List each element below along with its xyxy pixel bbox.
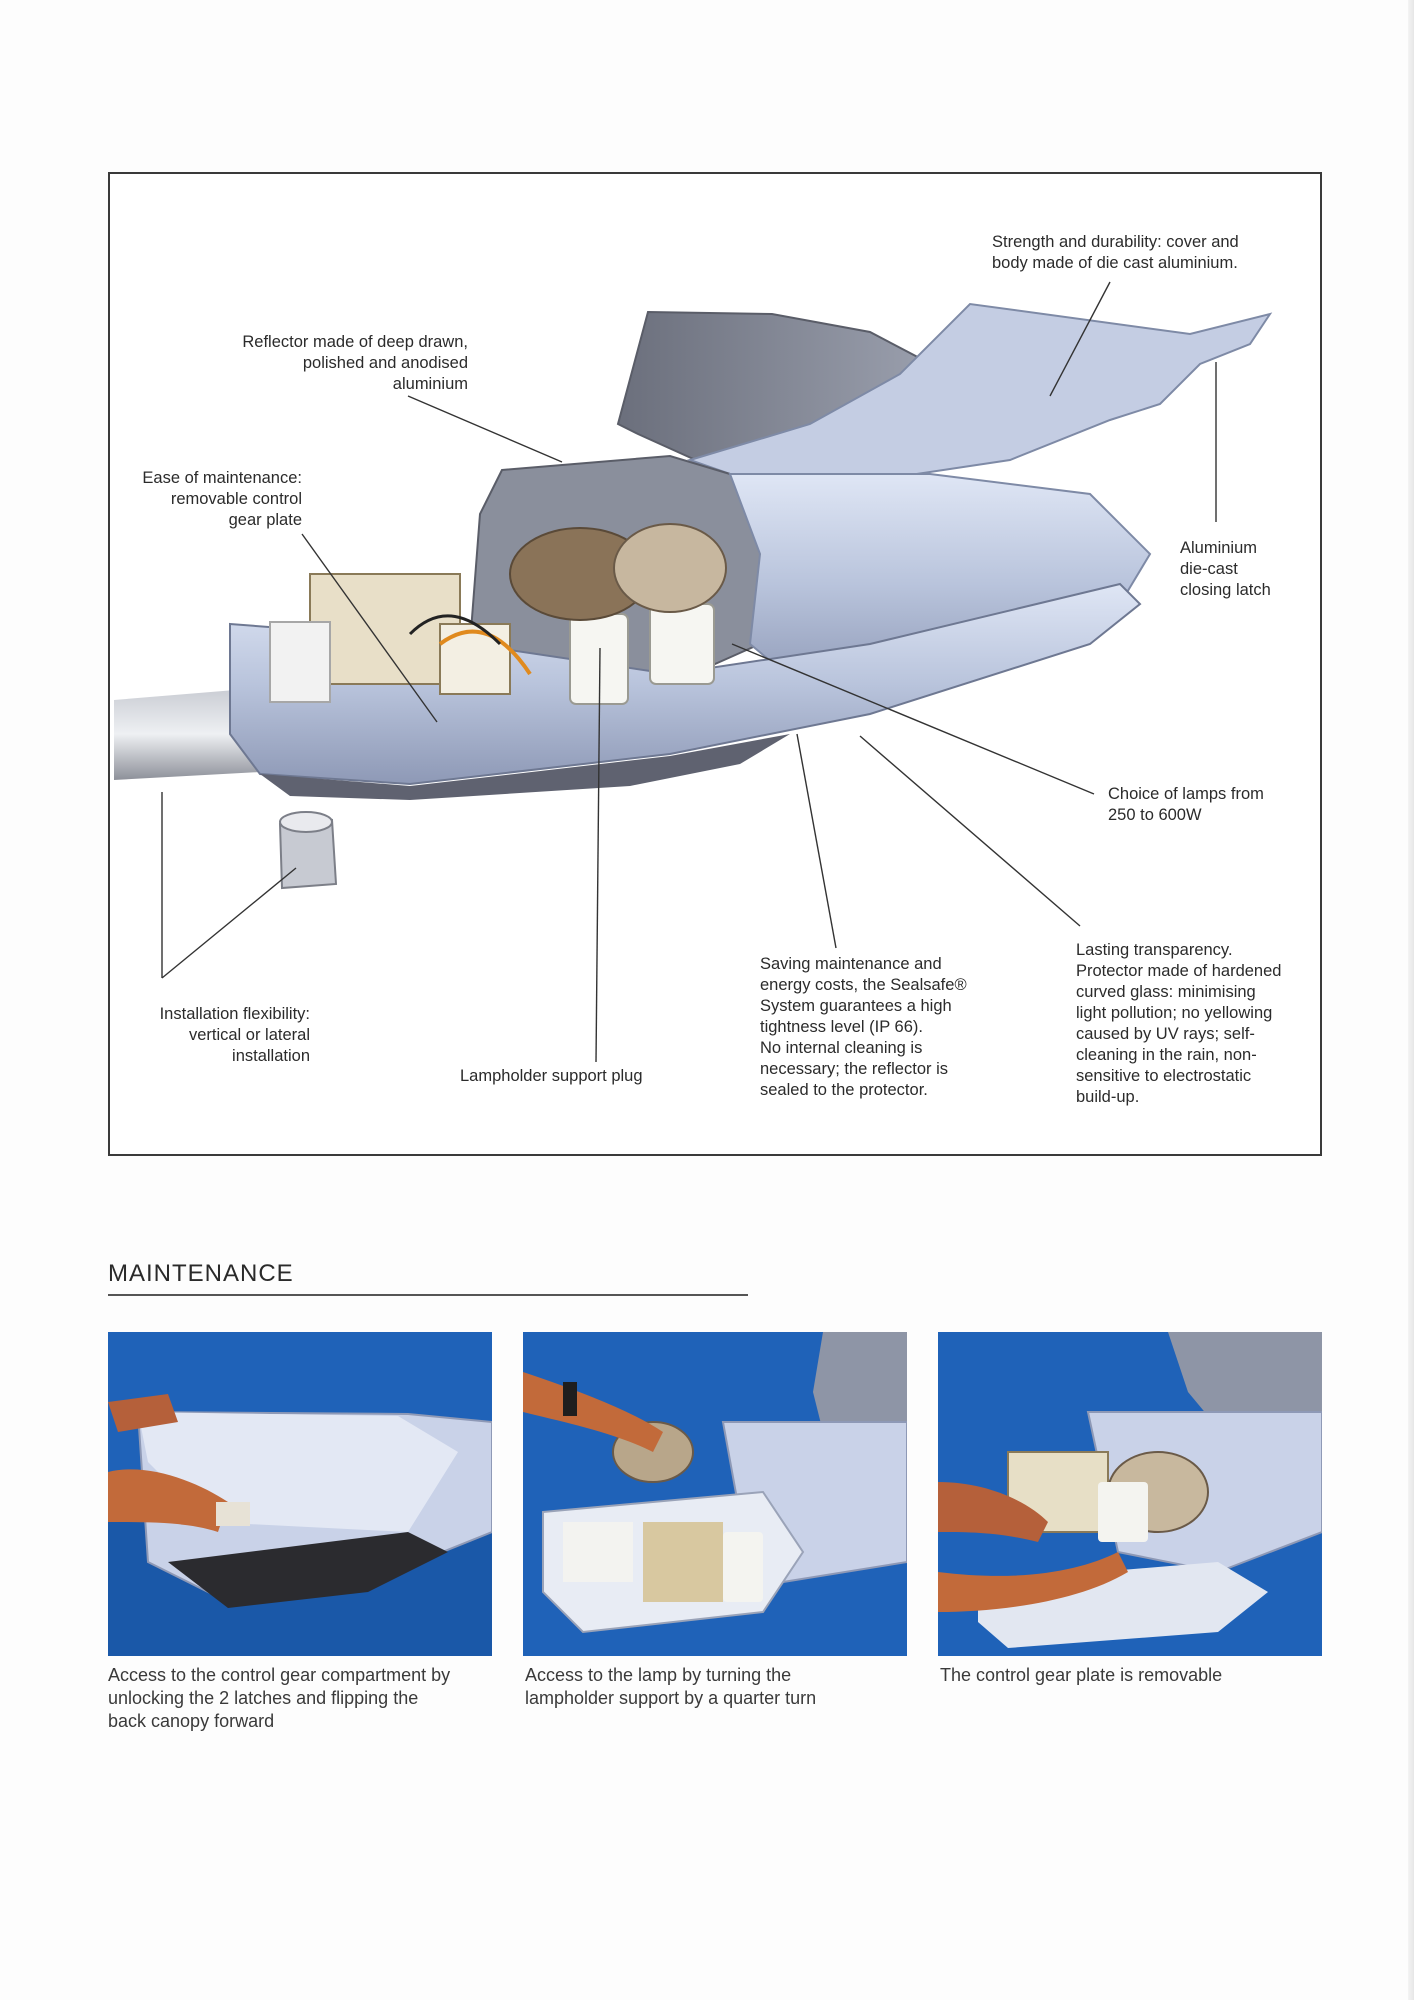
callout-installation: Installation flexibility: vertical or lateral installation xyxy=(159,1005,310,1065)
callout-lampholder: Lampholder support plug xyxy=(460,1067,643,1085)
photo-lamp-access xyxy=(523,1332,907,1656)
callout-lamps: Choice of lamps from 250 to 600W xyxy=(1108,785,1264,824)
callout-reflector: Reflector made of deep drawn, polished and anodised aluminium xyxy=(242,333,468,393)
photo-open-canopy xyxy=(108,1332,492,1656)
callout-strength: Strength and durability: cover and body made of die cast aluminium. xyxy=(992,233,1239,272)
section-rule xyxy=(108,1294,748,1296)
lamp-bulb xyxy=(614,524,726,612)
caption-open-canopy: Access to the control gear compartment by unlocking the 2 latches and flipping the back canopy forward xyxy=(108,1665,451,1731)
caption-lamp-access: Access to the lamp by turning the lampholder support by a quarter turn xyxy=(525,1665,817,1708)
caption-gear-plate: The control gear plate is removable xyxy=(940,1665,1223,1685)
callout-transparency: Lasting transparency. Protector made of hardened curved glass: minimising light pollution; no yellowing caused by UV rays; self- cleaning in the rain, non- sensitive to electrostatic build-up. xyxy=(1076,941,1282,1106)
callout-sealsafe: Saving maintenance and energy costs, the Sealsafe® System guarantees a high tightness level (IP 66). No internal cleaning is necessary; the reflector is sealed to the protector. xyxy=(760,955,967,1099)
callout-maintenance: Ease of maintenance: removable control gear plate xyxy=(142,469,302,529)
photo-gear-plate xyxy=(938,1332,1322,1656)
maintenance-title: MAINTENANCE xyxy=(108,1260,294,1287)
control-gear-box xyxy=(310,574,460,684)
capacitor-1 xyxy=(440,624,510,694)
terminal-block xyxy=(270,622,330,702)
capacitor-3 xyxy=(650,604,714,684)
page-edge xyxy=(1408,0,1414,2000)
diagram-frame xyxy=(108,172,1322,1156)
callout-latch: Aluminium die-cast closing latch xyxy=(1180,539,1271,599)
